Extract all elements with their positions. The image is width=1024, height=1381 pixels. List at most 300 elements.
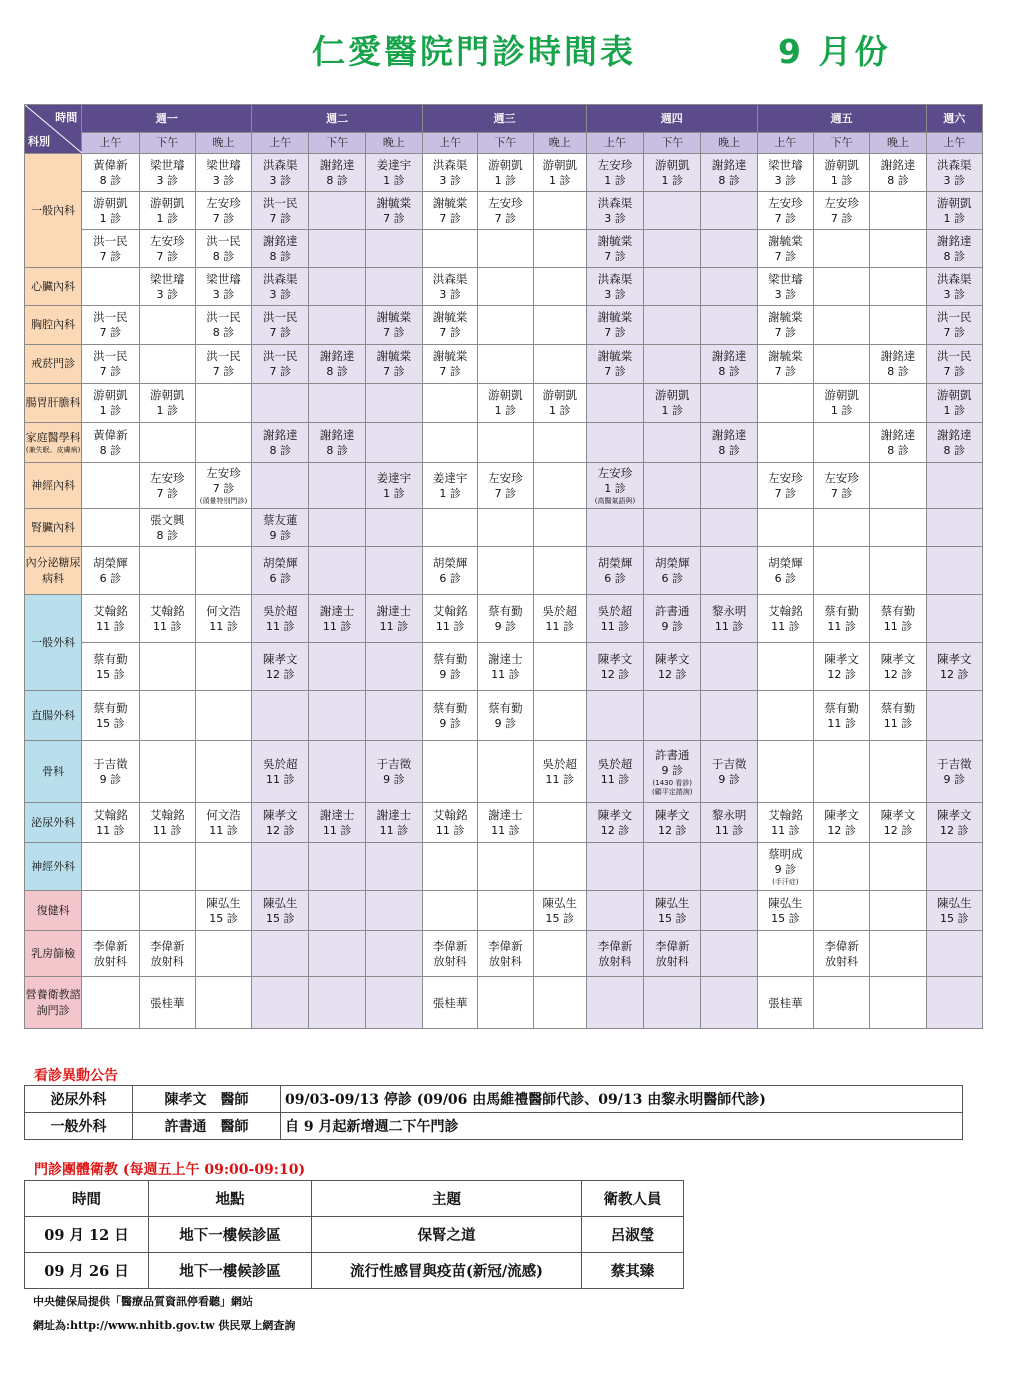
day-wed: 週三 — [423, 105, 587, 133]
health-ed-header: 地點 — [149, 1181, 312, 1217]
schedule-cell — [701, 843, 757, 891]
schedule-cell — [586, 843, 643, 891]
doctor-name: 黎永明 — [711, 807, 747, 822]
doctor-name: 蔡有勤 — [488, 700, 523, 715]
department-name: 神經內科 — [31, 478, 76, 492]
doctor-name: 梁世璿 — [149, 157, 185, 172]
department-label — [25, 268, 82, 306]
schedule-cell — [478, 931, 533, 977]
room-number: 3 診 — [943, 173, 966, 187]
doctor-name: 游朝凱 — [149, 388, 185, 402]
schedule-cell — [478, 547, 533, 595]
doctor-name: 左安珍 — [824, 470, 859, 485]
schedule-cell — [586, 691, 643, 741]
schedule-cell — [82, 803, 139, 843]
schedule-cell — [644, 463, 701, 509]
announcement-dept: 一般外科 — [25, 1113, 133, 1140]
schedule-cell — [365, 741, 422, 803]
room-number: 1 診 — [156, 404, 178, 417]
doctor-name: 謝銘達 — [880, 349, 916, 363]
department-name: 心臟內科 — [31, 279, 76, 293]
doctor-name: 艾翰銘 — [149, 603, 185, 618]
room-number: 1 診 — [830, 173, 853, 187]
room-number: 11 診 — [771, 619, 800, 633]
schedule-cell — [365, 931, 422, 977]
department-name: 腸胃肝膽科 — [25, 396, 81, 409]
schedule-cell — [365, 691, 422, 741]
room-number: 11 診 — [96, 823, 125, 837]
schedule-cell — [757, 547, 813, 595]
room-number: 3 診 — [439, 287, 461, 301]
doctor-name: 吳於超 — [263, 603, 298, 618]
schedule-cell — [586, 509, 643, 547]
doctor-name: 游朝凱 — [937, 195, 972, 210]
schedule-cell — [533, 192, 586, 230]
schedule-cell — [533, 345, 586, 384]
schedule-cell — [252, 463, 309, 509]
schedule-cell — [586, 977, 643, 1029]
room-number: 1 診 — [661, 173, 684, 187]
schedule-cell — [870, 977, 926, 1029]
schedule-cell — [252, 154, 309, 192]
doctor-name: 艾翰銘 — [768, 603, 803, 618]
schedule-cell — [701, 509, 757, 547]
schedule-cell — [870, 268, 926, 306]
room-number: 7 診 — [212, 211, 235, 225]
room-number: 8 診 — [212, 326, 235, 339]
schedule-cell — [926, 463, 982, 509]
department-label — [25, 547, 82, 595]
room-number: 9 診 — [661, 763, 684, 777]
schedule-cell — [926, 741, 982, 803]
room-number: 11 診 — [545, 619, 574, 633]
room-number: 7 診 — [99, 326, 122, 339]
room-number: 11 診 — [209, 823, 238, 837]
schedule-cell — [644, 384, 701, 423]
room-number: 放射科 — [825, 954, 859, 968]
doctor-name: 蔡友蓮 — [263, 512, 298, 527]
schedule-cell — [586, 384, 643, 423]
doctor-name: 蔡有勤 — [880, 700, 916, 715]
doctor-name: 陳孝文 — [263, 651, 298, 666]
schedule-cell — [701, 268, 757, 306]
doctor-name: 于吉徵 — [937, 756, 972, 771]
schedule-cell — [478, 691, 533, 741]
schedule-cell — [423, 423, 478, 463]
announcement-dept: 泌尿外科 — [25, 1086, 133, 1113]
doctor-name: 胡榮輝 — [597, 555, 633, 570]
schedule-cell — [926, 931, 982, 977]
doctor-name: 謝銘達 — [711, 349, 747, 363]
schedule-row — [25, 192, 983, 230]
schedule-cell — [195, 345, 251, 384]
department-note: (兼失眠、皮膚病) — [25, 446, 81, 454]
schedule-cell — [82, 741, 139, 803]
session-header: 上午 — [82, 133, 139, 154]
doctor-name: 謝銘達 — [263, 233, 298, 248]
session-header: 晚上 — [195, 133, 251, 154]
schedule-cell — [814, 384, 870, 423]
schedule-cell — [478, 595, 533, 643]
schedule-cell — [309, 268, 365, 306]
schedule-cell — [82, 595, 139, 643]
schedule-cell — [870, 643, 926, 691]
schedule-cell — [252, 891, 309, 931]
room-number: 11 診 — [322, 619, 352, 633]
room-number: 7 診 — [383, 326, 405, 339]
schedule-row — [25, 154, 983, 192]
department-label — [25, 891, 82, 931]
schedule-cell — [82, 423, 139, 463]
schedule-cell — [139, 643, 195, 691]
department-name: 家庭醫學科 — [25, 431, 81, 444]
health-ed-cell: 09 月 26 日 — [25, 1253, 149, 1289]
schedule-cell — [252, 931, 309, 977]
doctor-name: 謝達士 — [319, 603, 355, 618]
schedule-cell — [701, 595, 757, 643]
schedule-cell — [533, 643, 586, 691]
schedule-cell — [195, 691, 251, 741]
department-name: 一般內科 — [31, 203, 76, 217]
room-number: 1 診 — [604, 482, 626, 495]
announcement-doctor: 許書通 醫師 — [133, 1113, 281, 1140]
room-number: 3 診 — [774, 287, 797, 301]
schedule-cell — [195, 843, 251, 891]
schedule-cell — [139, 741, 195, 803]
department-name: 胸腔內科 — [31, 318, 76, 331]
schedule-cell — [139, 547, 195, 595]
schedule-cell — [195, 931, 251, 977]
schedule-cell — [644, 595, 701, 643]
room-number: 11 診 — [266, 619, 295, 633]
room-number: 1 診 — [156, 211, 178, 225]
schedule-cell — [139, 384, 195, 423]
doctor-name: 陳孝文 — [880, 651, 916, 666]
room-number: 3 診 — [604, 211, 626, 225]
schedule-cell — [82, 977, 139, 1029]
doctor-name: 于吉徵 — [711, 756, 747, 771]
room-number: 放射科 — [150, 954, 184, 968]
doctor-name: 艾翰銘 — [149, 807, 185, 822]
schedule-cell — [309, 891, 365, 931]
schedule-row — [25, 509, 983, 547]
schedule-cell — [139, 595, 195, 643]
health-ed-cell: 呂淑瑩 — [582, 1217, 684, 1253]
department-label — [25, 595, 82, 691]
room-number: 9 診 — [99, 772, 122, 786]
doctor-name: 何文浩 — [206, 807, 241, 822]
doctor-name: 陳孝文 — [937, 651, 972, 666]
schedule-cell — [586, 891, 643, 931]
doctor-name: 張桂華 — [432, 995, 468, 1010]
schedule-cell — [814, 306, 870, 345]
department-label — [25, 843, 82, 891]
room-number: 1 診 — [383, 486, 405, 500]
doctor-name: 謝毓棠 — [768, 349, 803, 363]
room-number: 6 診 — [269, 571, 292, 585]
schedule-cell — [757, 463, 813, 509]
health-ed-table — [24, 1180, 684, 1289]
schedule-cell — [195, 509, 251, 547]
schedule-cell — [814, 547, 870, 595]
schedule-cell — [644, 509, 701, 547]
doctor-name: 李偉新 — [432, 938, 468, 953]
department-label — [25, 384, 82, 423]
schedule-cell — [533, 423, 586, 463]
room-number: 7 診 — [269, 365, 292, 378]
schedule-cell — [423, 230, 478, 268]
doctor-name: 蔡有勤 — [488, 603, 523, 618]
room-number: 11 診 — [152, 823, 182, 837]
schedule-cell — [814, 595, 870, 643]
doctor-name: 洪一民 — [263, 310, 298, 324]
room-number: 7 診 — [269, 326, 292, 339]
schedule-cell — [423, 306, 478, 345]
session-header: 晚上 — [701, 133, 757, 154]
schedule-cell — [252, 977, 309, 1029]
doctor-name: 謝毓棠 — [597, 310, 633, 324]
schedule-cell — [309, 803, 365, 843]
department-label — [25, 423, 82, 463]
schedule-cell — [926, 843, 982, 891]
doctor-name: 謝銘達 — [937, 233, 972, 248]
schedule-cell — [644, 977, 701, 1029]
room-number: 3 診 — [439, 173, 461, 187]
doctor-name: 謝銘達 — [319, 349, 355, 363]
schedule-cell — [701, 547, 757, 595]
schedule-cell — [82, 547, 139, 595]
doctor-name: 左安珍 — [597, 157, 633, 172]
room-number: 8 診 — [212, 249, 235, 263]
department-label — [25, 306, 82, 345]
session-header: 上午 — [757, 133, 813, 154]
department-name: 內分泌糖尿病科 — [25, 555, 81, 585]
schedule-cell — [309, 931, 365, 977]
schedule-cell — [365, 345, 422, 384]
health-ed-header: 主題 — [312, 1181, 582, 1217]
room-number: 3 診 — [604, 287, 626, 301]
room-number: 11 診 — [545, 772, 574, 786]
schedule-cell — [195, 268, 251, 306]
schedule-cell — [309, 384, 365, 423]
schedule-body — [25, 154, 983, 1029]
health-ed-row — [25, 1253, 684, 1289]
room-number: 9 診 — [439, 667, 461, 681]
doctor-name: 胡榮輝 — [263, 555, 298, 570]
doctor-name: 洪森渠 — [937, 157, 972, 172]
room-number: 12 診 — [266, 823, 295, 837]
schedule-cell — [757, 192, 813, 230]
health-ed-title — [34, 1159, 305, 1179]
room-number: 9 診 — [494, 619, 517, 633]
health-ed-cell: 地下一樓候診區 — [149, 1253, 312, 1289]
schedule-cell — [139, 306, 195, 345]
room-number: 3 診 — [156, 287, 178, 301]
schedule-cell — [139, 509, 195, 547]
room-number: 3 診 — [269, 287, 292, 301]
schedule-cell — [870, 509, 926, 547]
doctor-name: 謝銘達 — [711, 157, 747, 172]
schedule-cell — [870, 741, 926, 803]
schedule-cell — [644, 931, 701, 977]
doctor-name: 吳於超 — [263, 756, 298, 771]
room-number: 7 診 — [943, 365, 966, 378]
schedule-cell — [533, 891, 586, 931]
room-number: 1 診 — [439, 486, 461, 500]
doctor-name: 謝達士 — [376, 807, 412, 822]
room-number: 15 診 — [96, 716, 125, 730]
room-number: 放射科 — [598, 954, 632, 968]
schedule-cell — [309, 595, 365, 643]
doctor-name: 黎永明 — [711, 603, 747, 618]
doctor-name: 蔡有勤 — [880, 603, 916, 618]
schedule-cell — [870, 931, 926, 977]
room-number: 1 診 — [494, 404, 517, 417]
department-label — [25, 803, 82, 843]
schedule-row — [25, 843, 983, 891]
schedule-cell — [309, 345, 365, 384]
schedule-cell — [139, 154, 195, 192]
room-number: 6 診 — [604, 571, 626, 585]
department-label — [25, 345, 82, 384]
schedule-cell — [926, 691, 982, 741]
schedule-cell — [701, 741, 757, 803]
schedule-row — [25, 691, 983, 741]
room-number: 7 診 — [604, 326, 626, 339]
schedule-cell — [252, 547, 309, 595]
doctor-name: 謝毓棠 — [376, 349, 412, 363]
schedule-cell — [870, 230, 926, 268]
room-number: 1 診 — [548, 404, 571, 417]
doctor-name: 游朝凱 — [824, 388, 859, 402]
schedule-row — [25, 977, 983, 1029]
schedule-cell — [139, 977, 195, 1029]
schedule-cell — [195, 463, 251, 509]
schedule-cell — [814, 192, 870, 230]
room-number: 1 診 — [494, 173, 517, 187]
room-number: 11 診 — [435, 619, 465, 633]
schedule-cell — [309, 423, 365, 463]
doctor-name: 吳於超 — [597, 603, 633, 618]
department-label — [25, 931, 82, 977]
room-number: 7 診 — [99, 365, 122, 378]
footer-line-2: 網址為:http://www.nhitb.gov.tw 供民眾上網查詢 — [33, 1319, 296, 1332]
corner-cell — [25, 105, 82, 154]
schedule-cell — [701, 154, 757, 192]
room-number: 1 診 — [383, 173, 405, 187]
schedule-cell — [195, 977, 251, 1029]
schedule-cell — [365, 843, 422, 891]
doctor-name: 陳弘生 — [542, 895, 577, 910]
doctor-name: 張桂華 — [149, 995, 185, 1010]
schedule-cell — [423, 691, 478, 741]
doctor-name: 謝毓棠 — [376, 195, 412, 210]
doctor-name: 謝達士 — [376, 603, 412, 618]
room-number: 1 診 — [830, 404, 853, 417]
room-number: 8 診 — [326, 443, 348, 457]
schedule-cell — [309, 843, 365, 891]
session-header: 下午 — [644, 133, 701, 154]
room-number: 7 診 — [604, 249, 626, 263]
schedule-cell — [814, 691, 870, 741]
room-number: 1 診 — [99, 404, 122, 417]
doctor-name: 李偉新 — [824, 938, 859, 953]
schedule-cell — [478, 643, 533, 691]
schedule-cell — [365, 977, 422, 1029]
schedule-row — [25, 931, 983, 977]
doctor-name: 張文興 — [149, 512, 185, 527]
room-number: 11 診 — [714, 619, 744, 633]
schedule-cell — [870, 192, 926, 230]
schedule-cell — [365, 306, 422, 345]
schedule-cell — [365, 595, 422, 643]
schedule-cell — [478, 230, 533, 268]
schedule-cell — [423, 154, 478, 192]
schedule-cell — [586, 931, 643, 977]
room-number: 1 診 — [943, 211, 966, 225]
doctor-name: 艾翰銘 — [93, 603, 128, 618]
schedule-cell — [365, 891, 422, 931]
room-number: 7 診 — [774, 365, 797, 378]
schedule-cell — [926, 509, 982, 547]
doctor-name: 洪一民 — [93, 233, 128, 248]
schedule-cell — [644, 230, 701, 268]
doctor-name: 游朝凱 — [488, 157, 523, 172]
schedule-cell — [139, 268, 195, 306]
schedule-cell — [309, 463, 365, 509]
department-name: 營養衛教諮詢門診 — [25, 987, 81, 1017]
doctor-name: 李偉新 — [655, 938, 690, 953]
schedule-cell — [365, 643, 422, 691]
room-number: 8 診 — [887, 443, 909, 457]
doctor-name: 謝毓棠 — [432, 349, 468, 363]
room-number: 9 診 — [718, 772, 740, 786]
doctor-name: 左安珍 — [149, 233, 185, 248]
schedule-cell — [252, 230, 309, 268]
schedule-cell — [926, 891, 982, 931]
schedule-cell — [757, 345, 813, 384]
doctor-name: 左安珍 — [488, 195, 523, 210]
room-number: 3 診 — [156, 173, 178, 187]
room-number: 12 診 — [827, 823, 856, 837]
schedule-cell — [195, 154, 251, 192]
doctor-name: 蔡有勤 — [93, 700, 128, 715]
room-number: 7 診 — [830, 211, 853, 225]
schedule-cell — [926, 306, 982, 345]
doctor-name: 洪一民 — [937, 310, 972, 324]
room-number: 11 診 — [883, 619, 913, 633]
doctor-name: 吳於超 — [542, 603, 577, 618]
footer-line-1: 中央健保局提供「醫療品質資訊停看聽」網站 — [33, 1295, 253, 1308]
schedule-cell — [82, 154, 139, 192]
health-ed-cell: 流行性感冒與疫苗(新冠/流感) — [312, 1253, 582, 1289]
doctor-name: 游朝凱 — [824, 157, 859, 172]
schedule-cell — [478, 384, 533, 423]
session-header: 晚上 — [870, 133, 926, 154]
room-number: 6 診 — [439, 571, 461, 585]
schedule-cell — [533, 843, 586, 891]
schedule-cell — [309, 154, 365, 192]
schedule-cell — [478, 268, 533, 306]
day-mon: 週一 — [82, 105, 252, 133]
doctor-name: 梁世璿 — [149, 271, 185, 286]
schedule-cell — [195, 230, 251, 268]
schedule-cell — [365, 384, 422, 423]
session-header: 下午 — [478, 133, 533, 154]
doctor-name: 吳於超 — [597, 756, 633, 771]
schedule-cell — [309, 230, 365, 268]
room-number: 1 診 — [548, 173, 571, 187]
